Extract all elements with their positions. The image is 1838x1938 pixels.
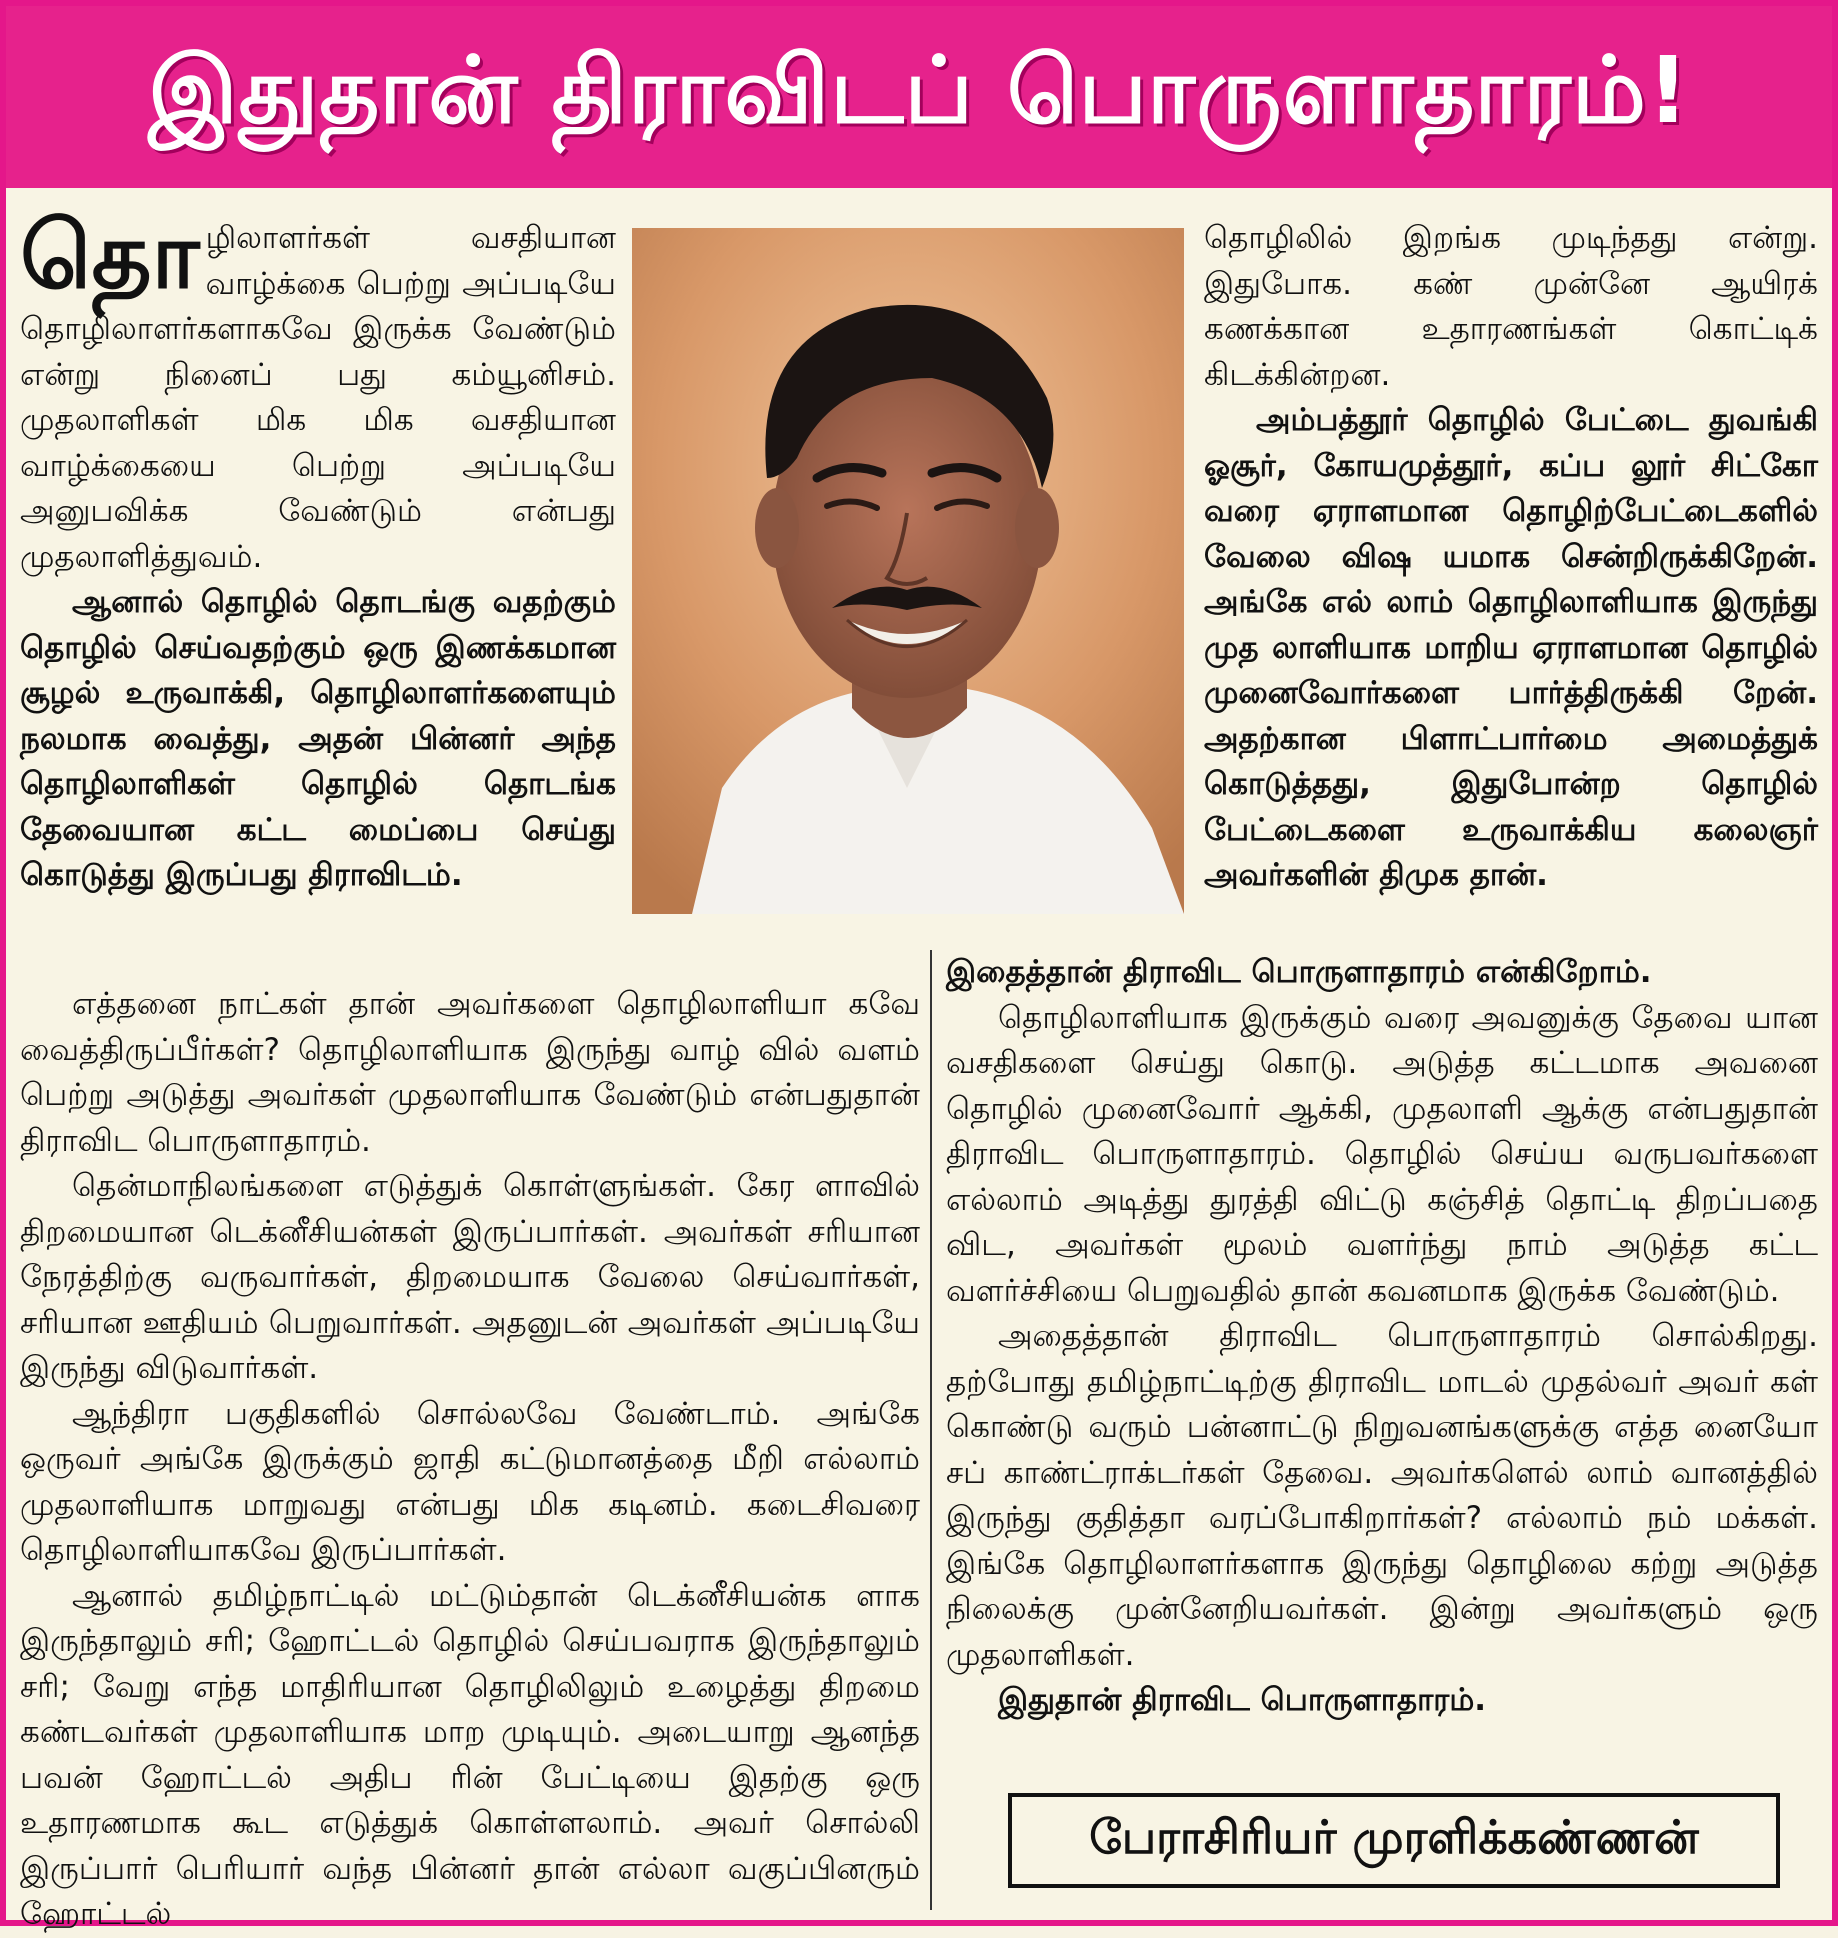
- article-body: [6, 188, 1832, 1932]
- article-paragraph-bold: அம்பத்தூர் தொழில் பேட்டை துவங்கி ஓசூர், கோயமுத்தூர், கப்ப லூர் சிட்கோ வரை ஏராளமான தொழிற்பேட்டைகளில் வேலை விஷ யமாக சென்றிருக்கிறேன். அங்கே எல் லாம் தொழிலாளியாக இருந்து முத லாளியாக மாறிய ஏராளமான தொழில் முனைவோர்களை பார்த்திருக்கி றேன். அதற்கான பிளாட்பார்மை அமைத்துக் கொடுத்தது, இதுபோன்ற தொழில் பேட்டைகளை உருவாக்கிய கலைஞர் அவர்களின் திமுக தான்.: [1204, 402, 1818, 893]
- left-column-lower: [20, 982, 920, 1938]
- portrait-photo: [632, 228, 1184, 914]
- author-byline-box: [1008, 1793, 1780, 1888]
- headline: இதுதான் திராவிடப் பொருளாதாரம்!: [148, 37, 1690, 144]
- closing-sentence: இதுதான் திராவிட பொருளாதாரம்.: [998, 1682, 1487, 1718]
- article-paragraph-bold: ஆனால் தொழில் தொடங்கு வதற்கும் தொழில் செய்வதற்கும் ஒரு இணக்கமான சூழல் உருவாக்கி, தொழிலாளர்களையும் நலமாக வைத்து, அதன் பின்னர் அந்த தொழிலாளிகள் தொழில் தொடங்க தேவையான கட்ட மைப்பை செய்து கொடுத்து இருப்பது திராவிடம்.: [20, 584, 616, 893]
- author-byline: பேராசிரியர் முரளிக்கண்ணன்: [1089, 1810, 1699, 1864]
- left-column-top: [20, 202, 616, 899]
- article-paragraph: அதைத்தான் திராவிட பொருளாதாரம் சொல்கிறது. தற்போது தமிழ்நாட்டிற்கு திராவிட மாடல் முதல்வர் அவர் கள் கொண்டு வரும் பன்னாட்டு நிறுவனங்களுக்கு எத்த னையோ சப் காண்ட்ராக்டர்கள் தேவை. அவர்களெல் லாம் வானத்தில் இருந்து குதித்தா வரப்போகிறார்கள்? எல்லாம் நம் மக்கள். இங்கே தொழிலாளர்களாக இருந்து தொழிலை கற்று அடுத்த நிலைக்கு முன்னேறியவர்கள். இன்று அவர்களும் ஒரு முதலாளிகள்.: [946, 1318, 1818, 1673]
- dropcap: தொ: [20, 202, 200, 309]
- headline-banner: [6, 6, 1832, 188]
- article-paragraph: தொழிலாளியாக இருக்கும் வரை அவனுக்கு தேவை யான வசதிகளை செய்து கொடு. அடுத்த கட்டமாக அவனை தொழில் முனைவோர் ஆக்கி, முதலாளி ஆக்கு என்பதுதான் திராவிட பொருளாதாரம். தொழில் செய்ய வருபவர்களை எல்லாம் அடித்து துரத்தி விட்டு கஞ்சித் தொட்டி திறப்பதை விட, அவர்கள் மூலம் வளர்ந்து நாம் அடுத்த கட்ட வளர்ச்சியை பெறுவதில் தான் கவனமாக இருக்க வேண்டும்.: [946, 999, 1818, 1309]
- article-paragraph: ஆந்திரா பகுதிகளில் சொல்லவே வேண்டாம். அங்கே ஒருவர் அங்கே இருக்கும் ஜாதி கட்டுமானத்தை மீறி எல்லாம் முதலாளியாக மாறுவது என்பது மிக கடினம். கடைசிவரை தொழிலாளியாகவே இருப்பார்கள்.: [20, 1395, 920, 1568]
- column-divider: [930, 950, 932, 1910]
- article-paragraph: தென்மாநிலங்களை எடுத்துக் கொள்ளுங்கள். கேர ளாவில் திறமையான டெக்னீசியன்கள் இருப்பார்கள். அவர்கள் சரியான நேரத்திற்கு வருவார்கள், திறமையாக வேலை செய்வார்கள், சரியான ஊதியம் பெறுவார்கள். அதனுடன் அவர்கள் அப்படியே இருந்து விடுவார்கள்.: [20, 1168, 920, 1386]
- right-column-lower: [946, 950, 1818, 1724]
- article-paragraph: தொழிலில் இறங்க முடிந்தது என்று. இதுபோக. கண் முன்னே ஆயிரக் கணக்கான உதாரணங்கள் கொட்டிக் கிடக்கின்றன.: [1204, 220, 1818, 393]
- portrait-image: [632, 228, 1184, 914]
- paragraph-text: ழிலாளர்கள் வசதியான வாழ்க்கை பெற்று அப்படியே தொழிலாளர்களாகவே இருக்க வேண்டும் என்று நினைப் பது கம்யூனிசம். முதலாளிகள் மிக மிக வசதியான வாழ்க்கையை பெற்று அப்படியே அனுபவிக்க வேண்டும் என்பது முதலாளித்துவம்.: [20, 220, 616, 575]
- article-paragraph: ஆனால் தமிழ்நாட்டில் மட்டும்தான் டெக்னீசியன்க ளாக இருந்தாலும் சரி; ஹோட்டல் தொழில் செய்பவராக இருந்தாலும் சரி; வேறு எந்த மாதிரியான தொழிலிலும் உழைத்து திறமை கண்டவர்கள் முதலாளியாக மாற முடியும். அடையாறு ஆனந்த பவன் ஹோட்டல் அதிப ரின் பேட்டியை இதற்கு ஒரு உதாரணமாக கூட எடுத்துக் கொள்ளலாம். அவர் சொல்லி இருப்பார் பெரியார் வந்த பின்னர் தான் எல்லா வகுப்பினரும் ஹோட்டல்: [20, 1577, 920, 1932]
- article-paragraph: [20, 202, 616, 580]
- lead-sentence: இதைத்தான் திராவிட பொருளாதாரம் என்கிறோம்.: [946, 954, 1652, 990]
- right-column-top: [1204, 216, 1818, 899]
- article-paragraph: எத்தனை நாட்கள் தான் அவர்களை தொழிலாளியா கவே வைத்திருப்பீர்கள்? தொழிலாளியாக இருந்து வாழ் வில் வளம் பெற்று அடுத்து அவர்கள் முதலாளியாக வேண்டும் என்பதுதான் திராவிட பொருளாதாரம்.: [20, 986, 920, 1159]
